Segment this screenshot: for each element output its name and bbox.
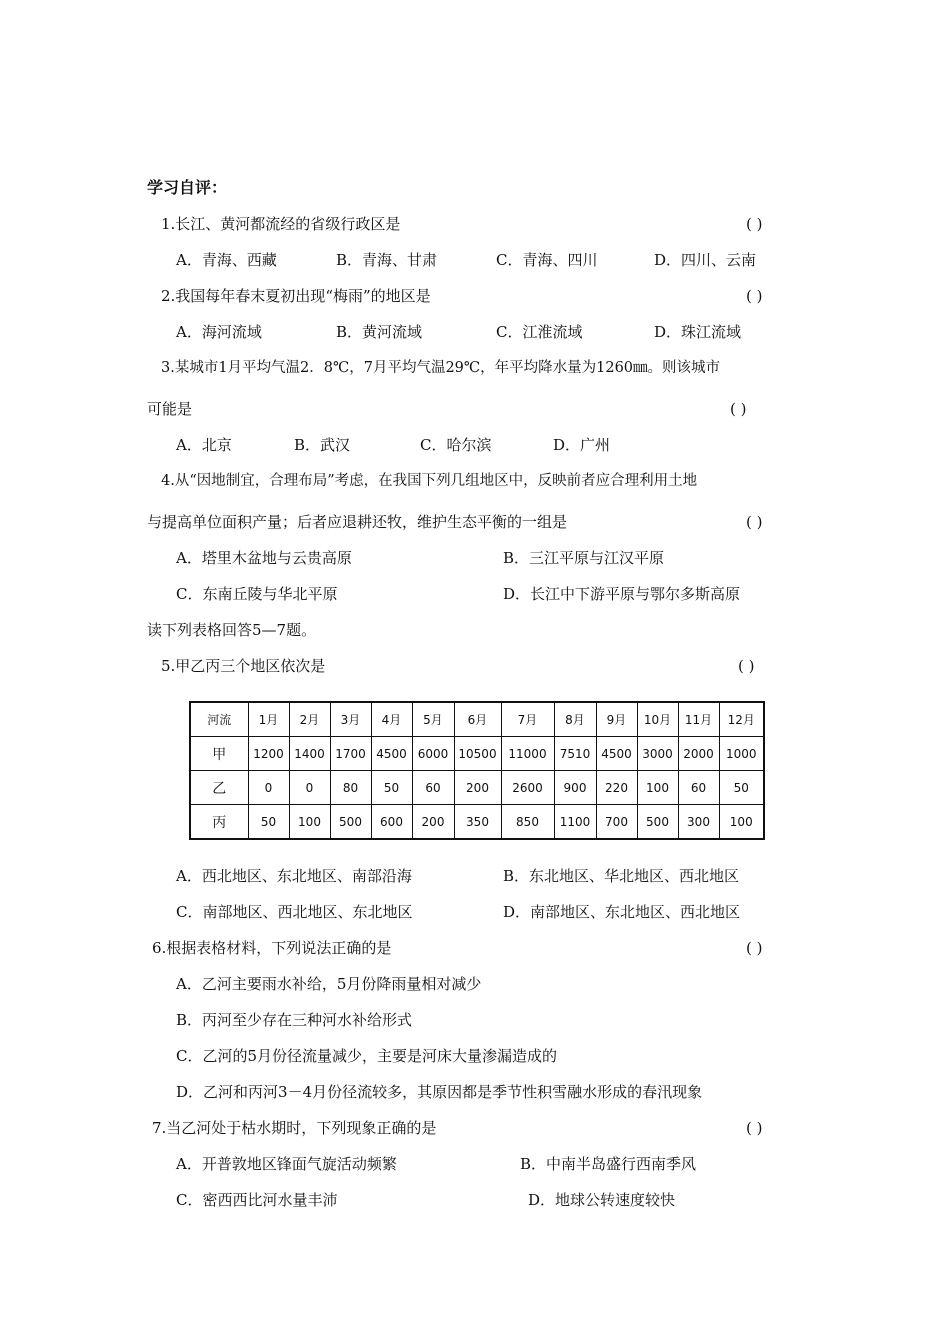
header-cell: 5月 — [412, 702, 454, 737]
table-row — [190, 805, 764, 840]
q5-answer-bracket: ( ) — [738, 657, 755, 675]
table-cell: 60 — [678, 771, 719, 805]
q2-stem: 2.我国每年春末夏初出现“梅雨”的地区是 — [161, 287, 431, 305]
q4-option-a: A．塔里木盆地与云贵高原 — [176, 549, 352, 567]
q7-option-c: C．密西西比河水量丰沛 — [176, 1191, 338, 1209]
q4-option-b: B．三江平原与江汉平原 — [503, 549, 665, 567]
table-cell: 4500 — [596, 737, 637, 771]
q7-option-d: D．地球公转速度较快 — [528, 1191, 676, 1209]
q1-option-c: C．青海、四川 — [496, 251, 598, 269]
q1-option-a: A．青海、西藏 — [176, 251, 277, 269]
table-cell: 3000 — [637, 737, 678, 771]
header-cell: 2月 — [289, 702, 330, 737]
table-cell: 500 — [637, 805, 678, 840]
table-cell: 50 — [371, 771, 412, 805]
q2-option-c: C．江淮流域 — [496, 323, 583, 341]
q3-stem-line2: 可能是 — [147, 400, 193, 418]
table-cell: 1700 — [330, 737, 371, 771]
table-cell: 100 — [289, 805, 330, 840]
table-cell: 220 — [596, 771, 637, 805]
q5-option-a: A．西北地区、东北地区、南部沿海 — [176, 867, 412, 885]
table-cell: 100 — [719, 805, 764, 840]
river-runoff-table — [189, 701, 765, 840]
header-cell: 河流 — [190, 702, 248, 737]
q4-stem-line2: 与提高单位面积产量；后者应退耕还牧，维护生态平衡的一组是 — [147, 513, 568, 531]
row-label-cell: 丙 — [190, 805, 248, 840]
q6-option-c: C．乙河的5月份径流量减少，主要是河床大量渗漏造成的 — [176, 1047, 558, 1065]
table-cell: 4500 — [371, 737, 412, 771]
q4-stem-line1: 4.从“因地制宜，合理布局”考虑，在我国下列几组地区中，反映前者应合理利用土地 — [161, 473, 698, 489]
table-cell: 300 — [678, 805, 719, 840]
section-heading: 学习自评： — [147, 178, 228, 197]
table-cell: 0 — [248, 771, 289, 805]
table-cell: 100 — [637, 771, 678, 805]
q1-answer-bracket: ( ) — [746, 215, 763, 233]
table-cell: 200 — [412, 805, 454, 840]
q6-option-d: D．乙河和丙河3－4月份径流较多，其原因都是季节性积雪融水形成的春汛现象 — [176, 1083, 703, 1101]
table-cell: 0 — [289, 771, 330, 805]
header-cell: 1月 — [248, 702, 289, 737]
header-cell: 12月 — [719, 702, 764, 737]
table-cell: 60 — [412, 771, 454, 805]
table-cell: 7510 — [554, 737, 596, 771]
q6-answer-bracket: ( ) — [746, 939, 763, 957]
header-cell: 7月 — [501, 702, 554, 737]
q5-stem: 5.甲乙丙三个地区依次是 — [161, 657, 326, 675]
table-cell: 500 — [330, 805, 371, 840]
q6-option-a: A．乙河主要雨水补给，5月份降雨量相对减少 — [176, 975, 482, 993]
q1-option-d: D．四川、云南 — [654, 251, 757, 269]
table-cell: 1400 — [289, 737, 330, 771]
table-cell: 1200 — [248, 737, 289, 771]
q7-option-b: B．中南半岛盛行西南季风 — [520, 1155, 697, 1173]
header-cell: 8月 — [554, 702, 596, 737]
table-cell: 1000 — [719, 737, 764, 771]
table-cell: 2600 — [501, 771, 554, 805]
q2-option-d: D．珠江流域 — [654, 323, 742, 341]
table-cell: 1100 — [554, 805, 596, 840]
q3-option-d: D．广州 — [553, 436, 611, 454]
table-cell: 600 — [371, 805, 412, 840]
q4-answer-bracket: ( ) — [746, 513, 763, 531]
header-cell: 9月 — [596, 702, 637, 737]
q4-option-d: D．长江中下游平原与鄂尔多斯高原 — [503, 585, 741, 603]
table-cell: 11000 — [501, 737, 554, 771]
q2-answer-bracket: ( ) — [746, 287, 763, 305]
q3-option-c: C．哈尔滨 — [420, 436, 492, 454]
q7-stem: 7.当乙河处于枯水期时，下列现象正确的是 — [152, 1119, 437, 1137]
q5-option-b: B．东北地区、华北地区、西北地区 — [503, 867, 740, 885]
header-cell: 4月 — [371, 702, 412, 737]
q2-option-b: B．黄河流域 — [336, 323, 423, 341]
table-cell: 6000 — [412, 737, 454, 771]
q6-option-b: B．丙河至少存在三种河水补给形式 — [176, 1011, 413, 1029]
table-cell: 2000 — [678, 737, 719, 771]
row-label-cell: 乙 — [190, 771, 248, 805]
table-cell: 50 — [719, 771, 764, 805]
table-cell: 700 — [596, 805, 637, 840]
table-cell: 50 — [248, 805, 289, 840]
q2-option-a: A．海河流域 — [176, 323, 262, 341]
header-cell: 6月 — [454, 702, 501, 737]
header-cell: 11月 — [678, 702, 719, 737]
q3-option-b: B．武汉 — [294, 436, 351, 454]
q5-option-c: C．南部地区、西北地区、东北地区 — [176, 903, 413, 921]
table-cell: 900 — [554, 771, 596, 805]
header-cell: 3月 — [330, 702, 371, 737]
q3-answer-bracket: ( ) — [730, 400, 747, 418]
table-header-row — [190, 702, 764, 737]
table-row — [190, 737, 764, 771]
table-cell: 10500 — [454, 737, 501, 771]
table-cell: 350 — [454, 805, 501, 840]
q1-option-b: B．青海、甘肃 — [336, 251, 438, 269]
table-cell: 200 — [454, 771, 501, 805]
q5-option-d: D．南部地区、东北地区、西北地区 — [503, 903, 741, 921]
q6-stem: 6.根据表格材料，下列说法正确的是 — [152, 939, 392, 957]
q1-stem: 1.长江、黄河都流经的省级行政区是 — [161, 215, 401, 233]
table-intro: 读下列表格回答5—7题。 — [147, 621, 317, 639]
q3-option-a: A．北京 — [176, 436, 232, 454]
q7-option-a: A．开普敦地区锋面气旋活动频繁 — [176, 1155, 397, 1173]
q7-answer-bracket: ( ) — [746, 1119, 763, 1137]
q4-option-c: C．东南丘陵与华北平原 — [176, 585, 338, 603]
table-cell: 80 — [330, 771, 371, 805]
q3-stem-line1: 3.某城市1月平均气温2．8℃，7月平均气温29℃，年平均降水量为1260㎜。则该城市 — [161, 360, 721, 376]
header-cell: 10月 — [637, 702, 678, 737]
row-label-cell: 甲 — [190, 737, 248, 771]
table-cell: 850 — [501, 805, 554, 840]
table-row — [190, 771, 764, 805]
